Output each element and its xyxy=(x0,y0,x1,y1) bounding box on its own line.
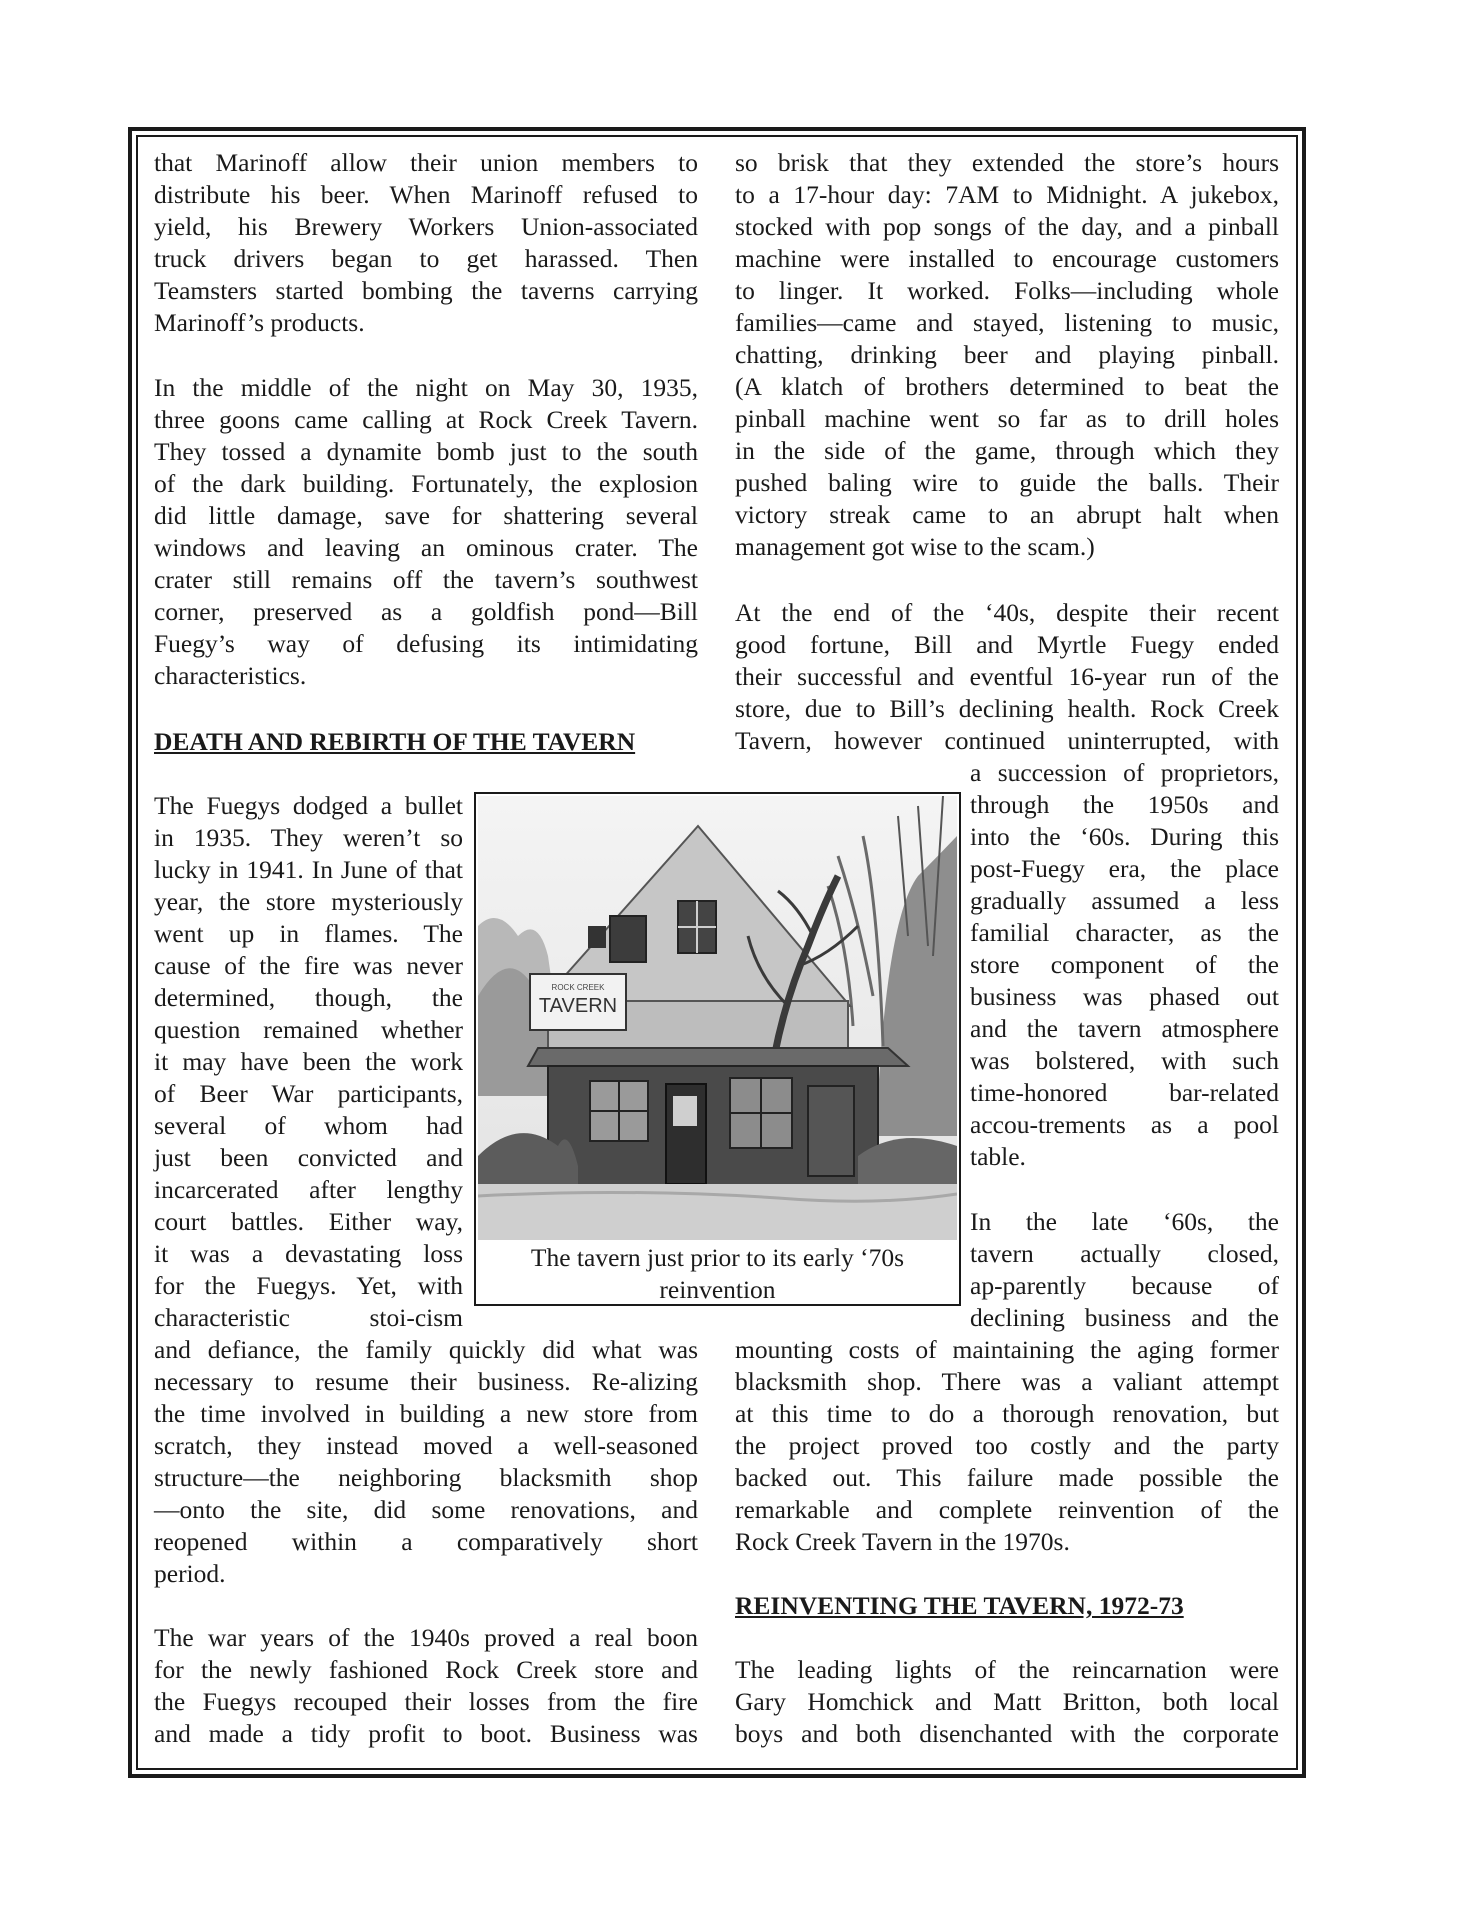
text-line: several of whom had xyxy=(154,1111,463,1140)
text-line: for the newly fashioned Rock Creek store and xyxy=(154,1655,698,1684)
text-line: cause of the fire was never xyxy=(154,951,463,980)
text-line: Marinoff’s products. xyxy=(154,308,365,337)
text-line: Tavern, however continued uninterrupted, with xyxy=(735,726,1279,755)
text-line: reopened within a comparatively short xyxy=(154,1527,698,1556)
text-line: The war years of the 1940s proved a real boon xyxy=(154,1623,698,1652)
sign-top-text: ROCK CREEK xyxy=(551,983,605,992)
text-line: the project proved too costly and the party xyxy=(735,1431,1279,1460)
text-line: management got wise to the scam.) xyxy=(735,532,1095,561)
text-line: in 1935. They weren’t so xyxy=(154,823,463,852)
text-line: the time involved in building a new store from xyxy=(154,1399,698,1428)
text-line: ap-parently because of xyxy=(970,1271,1279,1300)
text-line: that Marinoff allow their union members to xyxy=(154,148,698,177)
text-line: it was a devastating loss xyxy=(154,1239,463,1268)
text-line: store, due to Bill’s declining health. Rock Creek xyxy=(735,694,1279,723)
text-line: characteristic stoi-cism xyxy=(154,1303,463,1332)
text-line: of Beer War participants, xyxy=(154,1079,463,1108)
text-line: necessary to resume their business. Re-alizing xyxy=(154,1367,698,1396)
text-line: structure—the neighboring blacksmith shop xyxy=(154,1463,698,1492)
text-line: Fuegy’s way of defusing its intimidating xyxy=(154,629,698,658)
text-line: stocked with pop songs of the day, and a pinball xyxy=(735,212,1279,241)
text-line: declining business and the xyxy=(970,1303,1279,1332)
text-line: blacksmith shop. There was a valiant attempt xyxy=(735,1367,1279,1396)
text-line: and defiance, the family quickly did what was xyxy=(154,1335,698,1364)
text-line: truck drivers began to get harassed. Then xyxy=(154,244,698,273)
text-line: year, the store mysteriously xyxy=(154,887,463,916)
text-line: time-honored bar-related xyxy=(970,1078,1279,1107)
text-line: just been convicted and xyxy=(154,1143,463,1172)
figure-caption-line-1: The tavern just prior to its early ‘70s xyxy=(530,1243,905,1272)
text-line: their successful and eventful 16-year run of the xyxy=(735,662,1279,691)
text-line: The leading lights of the reincarnation were xyxy=(735,1655,1279,1684)
text-line: machine were installed to encourage customers xyxy=(735,244,1279,273)
text-line: backed out. This failure made possible the xyxy=(735,1463,1279,1492)
text-line: yield, his Brewery Workers Union-associated xyxy=(154,212,698,241)
text-line: determined, though, the xyxy=(154,983,463,1012)
section-heading-death-rebirth: DEATH AND REBIRTH OF THE TAVERN xyxy=(154,727,636,756)
text-line: did little damage, save for shattering several xyxy=(154,501,698,530)
text-line: gradually assumed a less xyxy=(970,886,1279,915)
text-line: at this time to do a thorough renovation, but xyxy=(735,1399,1279,1428)
text-line: victory streak came to an abrupt halt when xyxy=(735,500,1279,529)
text-line: business was phased out xyxy=(970,982,1279,1011)
text-line: lucky in 1941. In June of that xyxy=(154,855,463,884)
text-line: was bolstered, with such xyxy=(970,1046,1279,1075)
text-line: scratch, they instead moved a well-seasoned xyxy=(154,1431,698,1460)
text-line: (A klatch of brothers determined to beat the xyxy=(735,372,1279,401)
text-line: tavern actually closed, xyxy=(970,1239,1279,1268)
text-line: crater still remains off the tavern’s southwest xyxy=(154,565,698,594)
text-line: into the ‘60s. During this xyxy=(970,822,1279,851)
sign-tavern-text: TAVERN xyxy=(538,995,618,1017)
text-line: In the late ‘60s, the xyxy=(970,1207,1279,1236)
text-line: to a 17-hour day: 7AM to Midnight. A jukebox, xyxy=(735,180,1279,209)
text-line: accou-trements as a pool xyxy=(970,1110,1279,1139)
text-line: and the tavern atmosphere xyxy=(970,1014,1279,1043)
tavern-photo xyxy=(478,796,957,1240)
text-line: At the end of the ‘40s, despite their recent xyxy=(735,598,1279,627)
text-line: Gary Homchick and Matt Britton, both local xyxy=(735,1687,1279,1716)
text-line: remarkable and complete reinvention of the xyxy=(735,1495,1279,1524)
tavern-figure xyxy=(474,792,961,1306)
text-line: store component of the xyxy=(970,950,1279,979)
text-line: three goons came calling at Rock Creek Tavern. xyxy=(154,405,698,434)
text-line: characteristics. xyxy=(154,661,307,690)
text-line: families—came and stayed, listening to music, xyxy=(735,308,1279,337)
text-line: period. xyxy=(154,1559,226,1588)
text-line: in the side of the game, through which they xyxy=(735,436,1279,465)
tavern-photo-drawing xyxy=(478,796,957,1240)
text-line: through the 1950s and xyxy=(970,790,1279,819)
text-line: question remained whether xyxy=(154,1015,463,1044)
text-line: post-Fuegy era, the place xyxy=(970,854,1279,883)
text-line: They tossed a dynamite bomb just to the south xyxy=(154,437,698,466)
text-line: court battles. Either way, xyxy=(154,1207,463,1236)
text-line: for the Fuegys. Yet, with xyxy=(154,1271,463,1300)
text-line: —onto the site, did some renovations, and xyxy=(154,1495,698,1524)
text-line: distribute his beer. When Marinoff refused to xyxy=(154,180,698,209)
text-line: the Fuegys recouped their losses from the fire xyxy=(154,1687,698,1716)
text-line: a succession of proprietors, xyxy=(970,758,1279,787)
text-line: pushed baling wire to guide the balls. Their xyxy=(735,468,1279,497)
text-line: corner, preserved as a goldfish pond—Bill xyxy=(154,597,698,626)
section-heading-reinventing: REINVENTING THE TAVERN, 1972-73 xyxy=(735,1591,1184,1620)
text-line: The Fuegys dodged a bullet xyxy=(154,791,463,820)
text-line: windows and leaving an ominous crater. The xyxy=(154,533,698,562)
text-line: familial character, as the xyxy=(970,918,1279,947)
text-line: of the dark building. Fortunately, the explosion xyxy=(154,469,698,498)
figure-caption-line-2: reinvention xyxy=(659,1275,776,1304)
text-line: it may have been the work xyxy=(154,1047,463,1076)
text-line: mounting costs of maintaining the aging former xyxy=(735,1335,1279,1364)
text-line: boys and both disenchanted with the corporate xyxy=(735,1719,1279,1748)
text-line: and made a tidy profit to boot. Business was xyxy=(154,1719,698,1748)
text-line: so brisk that they extended the store’s hours xyxy=(735,148,1279,177)
text-line: chatting, drinking beer and playing pinball. xyxy=(735,340,1279,369)
text-line: to linger. It worked. Folks—including whole xyxy=(735,276,1279,305)
text-line: good fortune, Bill and Myrtle Fuegy ended xyxy=(735,630,1279,659)
text-line: table. xyxy=(970,1142,1026,1171)
text-line: In the middle of the night on May 30, 1935, xyxy=(154,373,698,402)
text-line: Teamsters started bombing the taverns carrying xyxy=(154,276,698,305)
text-line: Rock Creek Tavern in the 1970s. xyxy=(735,1527,1070,1556)
text-line: incarcerated after lengthy xyxy=(154,1175,463,1204)
text-line: pinball machine went so far as to drill holes xyxy=(735,404,1279,433)
text-line: went up in flames. The xyxy=(154,919,463,948)
